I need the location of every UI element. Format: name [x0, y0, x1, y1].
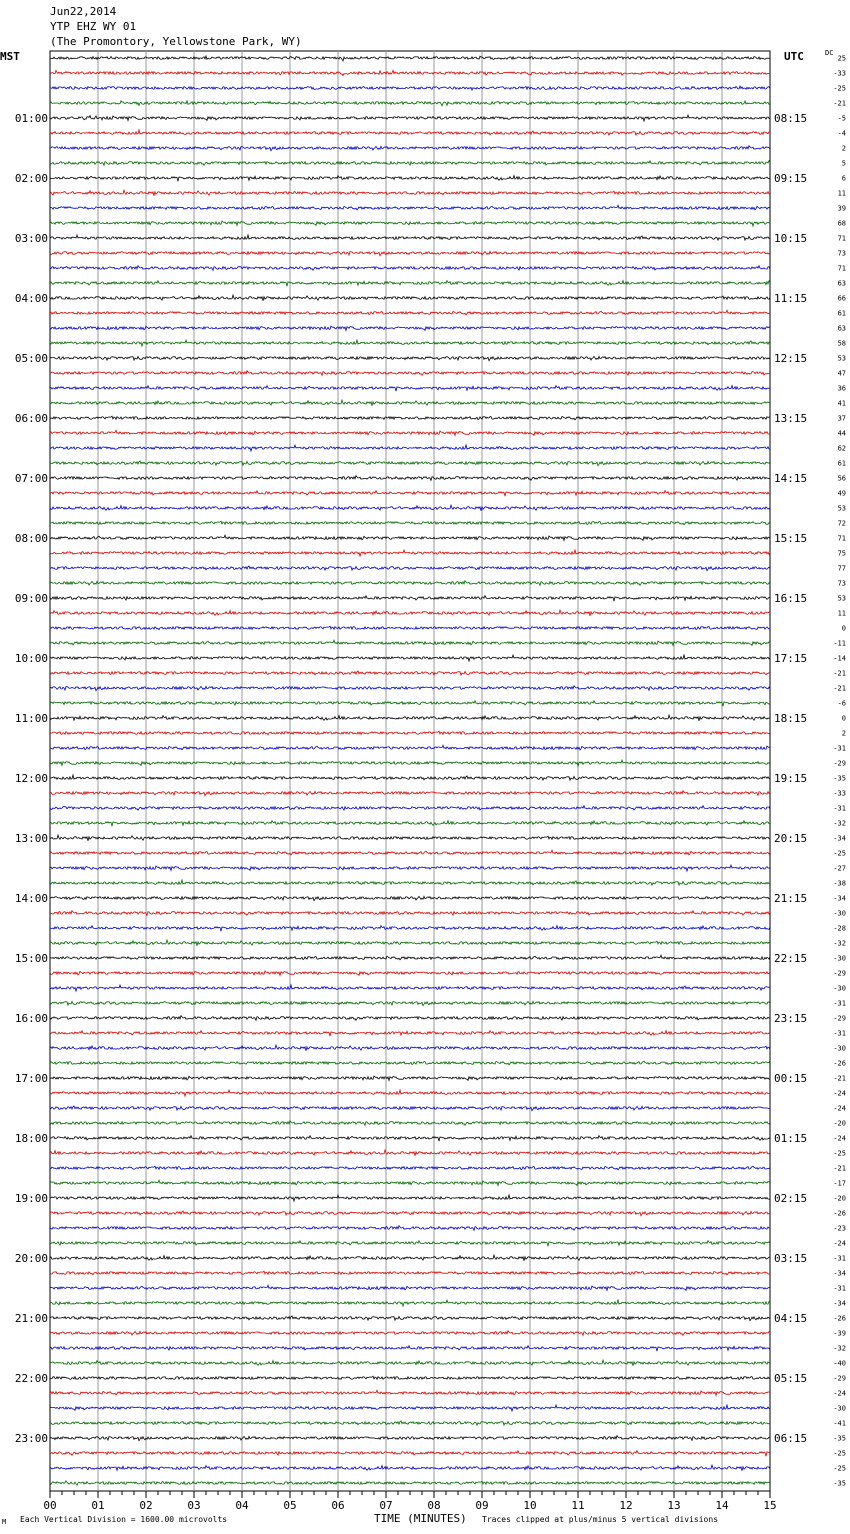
seismic-trace — [50, 1180, 770, 1185]
dc-offset-label: 0 — [841, 624, 846, 633]
seismic-trace — [50, 416, 770, 420]
seismic-trace — [50, 745, 770, 750]
dc-offset-label: 37 — [837, 414, 846, 423]
station-code: YTP EHZ WY 01 — [50, 20, 137, 33]
dc-offset-label: -29 — [833, 1374, 846, 1383]
dc-offset-label: -32 — [833, 1344, 846, 1353]
dc-offset-label: 56 — [837, 474, 846, 483]
dc-offset-label: 53 — [837, 354, 846, 363]
right-hour-label: 18:15 — [774, 712, 808, 725]
x-tick-label: 10 — [523, 1499, 537, 1512]
dc-offset-label: -21 — [833, 1074, 846, 1083]
left-hour-label: 02:00 — [14, 172, 48, 185]
seismic-trace — [50, 1360, 770, 1366]
seismic-trace — [50, 295, 770, 301]
seismic-trace — [50, 985, 770, 991]
left-hour-label: 10:00 — [14, 652, 48, 665]
dc-offset-label: -21 — [833, 99, 846, 108]
seismic-trace — [50, 1211, 770, 1216]
dc-offset-label: 62 — [837, 444, 846, 453]
seismic-trace — [50, 911, 770, 916]
dc-offset-label: 36 — [837, 384, 846, 393]
seismic-trace — [50, 491, 770, 497]
seismic-trace — [50, 356, 770, 360]
dc-offset-label: -24 — [833, 1134, 846, 1143]
dc-offset-label: 72 — [837, 519, 846, 528]
seismic-trace — [50, 1285, 770, 1290]
seismic-trace — [50, 896, 770, 900]
dc-offset-label: -4 — [837, 129, 846, 138]
dc-offset-label: 53 — [837, 504, 846, 513]
x-tick-label: 05 — [283, 1499, 297, 1512]
dc-offset-label: -34 — [833, 894, 846, 903]
dc-offset-label: 11 — [837, 189, 846, 198]
dc-offset-label: -25 — [833, 84, 846, 93]
dc-offset-label: -29 — [833, 759, 846, 768]
dc-offset-label: -39 — [833, 1329, 846, 1338]
dc-offset-label: -11 — [833, 639, 846, 648]
dc-offset-label: -24 — [833, 1389, 846, 1398]
right-hour-label: 22:15 — [774, 952, 808, 965]
dc-offset-label: -35 — [833, 1434, 846, 1443]
left-hour-label: 03:00 — [14, 232, 48, 245]
station-location: (The Promontory, Yellowstone Park, WY) — [50, 35, 302, 48]
dc-offset-label: 44 — [837, 429, 846, 438]
seismic-trace — [50, 221, 770, 226]
dc-offset-label: 73 — [837, 579, 846, 588]
seismic-trace — [50, 1421, 770, 1425]
dc-offset-label: 39 — [837, 204, 846, 213]
x-tick-label: 02 — [139, 1499, 153, 1512]
dc-offset-label: 41 — [837, 399, 846, 408]
x-tick-label: 03 — [187, 1499, 201, 1512]
seismic-trace — [50, 521, 770, 525]
seismic-trace — [50, 1106, 770, 1111]
seismic-trace — [50, 1045, 770, 1051]
seismic-trace — [50, 1316, 770, 1321]
left-hour-label: 11:00 — [14, 712, 48, 725]
right-hour-label: 17:15 — [774, 652, 808, 665]
dc-offset-label: 66 — [837, 294, 846, 303]
seismic-trace — [50, 115, 770, 121]
left-timezone-label: MST — [0, 50, 20, 63]
dc-offset-label: 47 — [837, 369, 846, 378]
dc-offset-label: -25 — [833, 849, 846, 858]
dc-offset-label: 58 — [837, 339, 846, 348]
dc-offset-label: 68 — [837, 219, 846, 228]
seismic-trace — [50, 760, 770, 766]
seismic-trace — [50, 1451, 770, 1457]
plot-date: Jun22,2014 — [50, 5, 117, 18]
left-hour-label: 01:00 — [14, 112, 48, 125]
dc-offset-label: -30 — [833, 984, 846, 993]
right-hour-label: 10:15 — [774, 232, 808, 245]
seismic-trace — [50, 671, 770, 675]
x-tick-label: 09 — [475, 1499, 489, 1512]
left-hour-label: 04:00 — [14, 292, 48, 305]
seismic-trace — [50, 715, 770, 721]
right-hour-label: 00:15 — [774, 1072, 808, 1085]
dc-offset-label: -33 — [833, 789, 846, 798]
seismic-trace — [50, 1060, 770, 1065]
dc-offset-label: -29 — [833, 1014, 846, 1023]
right-hour-label: 20:15 — [774, 832, 808, 845]
dc-offset-label: 71 — [837, 534, 846, 543]
seismic-trace — [50, 1376, 770, 1380]
dc-offset-label: -25 — [833, 1449, 846, 1458]
dc-offset-label: 5 — [841, 159, 846, 168]
seismic-trace — [50, 130, 770, 135]
right-hour-label: 05:15 — [774, 1372, 808, 1385]
dc-offset-label: -26 — [833, 1209, 846, 1218]
x-tick-label: 08 — [427, 1499, 441, 1512]
dc-offset-label: -25 — [833, 1464, 846, 1473]
dc-offset-label: 49 — [837, 489, 846, 498]
x-tick-label: 04 — [235, 1499, 249, 1512]
right-hour-label: 16:15 — [774, 592, 808, 605]
seismic-trace — [50, 955, 770, 960]
left-hour-label: 15:00 — [14, 952, 48, 965]
x-tick-label: 00 — [43, 1499, 57, 1512]
dc-offset-label: -20 — [833, 1194, 846, 1203]
seismic-trace — [50, 430, 770, 435]
seismic-trace — [50, 1150, 770, 1156]
seismic-trace — [50, 266, 770, 271]
dc-offset-label: -21 — [833, 1164, 846, 1173]
left-hour-label: 20:00 — [14, 1252, 48, 1265]
seismic-trace — [50, 731, 770, 735]
seismic-trace — [50, 1346, 770, 1352]
dc-offset-label: -35 — [833, 1479, 846, 1488]
dc-offset-label: -20 — [833, 1119, 846, 1128]
dc-offset-label: -14 — [833, 654, 846, 663]
right-timezone-label: UTC — [784, 50, 804, 63]
dc-offset-label: -17 — [833, 1179, 846, 1188]
dc-offset-label: 73 — [837, 249, 846, 258]
left-hour-label: 06:00 — [14, 412, 48, 425]
dc-offset-label: -33 — [833, 69, 846, 78]
left-hour-label: 22:00 — [14, 1372, 48, 1385]
seismic-trace — [50, 1255, 770, 1261]
seismic-trace — [50, 926, 770, 932]
right-hour-label: 21:15 — [774, 892, 808, 905]
x-tick-label: 15 — [763, 1499, 777, 1512]
right-hour-label: 09:15 — [774, 172, 808, 185]
seismic-trace — [50, 806, 770, 811]
seismic-trace — [50, 101, 770, 106]
seismic-trace — [50, 176, 770, 182]
dc-offset-label: 6 — [841, 174, 846, 183]
dc-offset-label: -31 — [833, 999, 846, 1008]
dc-offset-label: -34 — [833, 1299, 846, 1308]
seismic-trace — [50, 835, 770, 841]
seismic-trace — [50, 581, 770, 586]
left-hour-label: 23:00 — [14, 1432, 48, 1445]
dc-offset-label: -31 — [833, 744, 846, 753]
seismic-trace — [50, 161, 770, 166]
right-hour-label: 02:15 — [774, 1192, 808, 1205]
seismic-trace — [50, 281, 770, 287]
right-hour-label: 19:15 — [774, 772, 808, 785]
left-hour-label: 21:00 — [14, 1312, 48, 1325]
seismic-trace — [50, 505, 770, 511]
dc-offset-label: -30 — [833, 1044, 846, 1053]
dc-offset-label: -26 — [833, 1059, 846, 1068]
dc-offset-label: -24 — [833, 1239, 846, 1248]
left-hour-label: 18:00 — [14, 1132, 48, 1145]
right-hour-label: 15:15 — [774, 532, 808, 545]
dc-offset-label: 63 — [837, 279, 846, 288]
seismic-trace — [50, 1465, 770, 1471]
left-hour-label: 14:00 — [14, 892, 48, 905]
seismic-trace — [50, 1031, 770, 1037]
seismic-trace — [50, 371, 770, 376]
dc-offset-label: 71 — [837, 264, 846, 273]
seismic-trace — [50, 310, 770, 315]
right-hour-label: 11:15 — [774, 292, 808, 305]
seismic-trace — [50, 686, 770, 691]
dc-offset-label: 0 — [841, 714, 846, 723]
seismic-trace — [50, 205, 770, 210]
seismic-trace — [50, 535, 770, 540]
dc-offset-label: -31 — [833, 804, 846, 813]
seismic-trace — [50, 1271, 770, 1275]
dc-offset-label: -41 — [833, 1419, 846, 1428]
seismic-trace — [50, 235, 770, 240]
x-tick-label: 13 — [667, 1499, 681, 1512]
seismic-trace — [50, 1136, 770, 1142]
x-tick-label: 12 — [619, 1499, 633, 1512]
seismic-trace — [50, 626, 770, 630]
dc-offset-label: 61 — [837, 459, 846, 468]
clip-note: Traces clipped at plus/minus 5 vertical divisions — [482, 1515, 719, 1524]
seismic-trace — [50, 1121, 770, 1126]
right-hour-label: 01:15 — [774, 1132, 808, 1145]
dc-offset-label: -30 — [833, 954, 846, 963]
seismic-trace — [50, 701, 770, 707]
seismic-trace — [50, 971, 770, 975]
dc-offset-label: 2 — [841, 729, 846, 738]
right-hour-label: 23:15 — [774, 1012, 808, 1025]
dc-offset-label: 53 — [837, 594, 846, 603]
dc-offset-label: -34 — [833, 1269, 846, 1278]
dc-offset-label: 77 — [837, 564, 846, 573]
seismic-trace — [50, 1405, 770, 1411]
seismic-trace — [50, 1241, 770, 1247]
dc-offset-label: -31 — [833, 1284, 846, 1293]
corner-mark: M — [2, 1518, 7, 1526]
dc-offset-label: 61 — [837, 309, 846, 318]
seismic-trace — [50, 1300, 770, 1306]
seismic-trace — [50, 775, 770, 780]
seismic-trace — [50, 400, 770, 406]
dc-offset-label: 11 — [837, 609, 846, 618]
seismic-trace — [50, 791, 770, 796]
right-hour-label: 12:15 — [774, 352, 808, 365]
dc-offset-label: -21 — [833, 669, 846, 678]
dc-offset-label: -23 — [833, 1224, 846, 1233]
dc-offset-header: DC — [825, 49, 834, 57]
seismic-trace — [50, 1331, 770, 1336]
dc-offset-label: -25 — [833, 1149, 846, 1158]
right-hour-label: 13:15 — [774, 412, 808, 425]
x-tick-label: 11 — [571, 1499, 585, 1512]
dc-offset-label: -34 — [833, 834, 846, 843]
left-hour-label: 07:00 — [14, 472, 48, 485]
seismic-trace — [50, 146, 770, 151]
seismic-trace — [50, 326, 770, 330]
seismic-trace — [50, 1076, 770, 1080]
left-hour-label: 19:00 — [14, 1192, 48, 1205]
seismic-trace — [50, 1195, 770, 1201]
vertical-scale-note: Each Vertical Division = 1600.00 microvolts — [20, 1515, 228, 1524]
seismic-trace — [50, 461, 770, 466]
dc-offset-label: -27 — [833, 864, 846, 873]
dc-offset-label: -38 — [833, 879, 846, 888]
seismic-trace — [50, 56, 770, 61]
seismic-trace — [50, 70, 770, 75]
dc-offset-label: -24 — [833, 1089, 846, 1098]
seismic-trace — [50, 476, 770, 481]
seismic-trace — [50, 640, 770, 645]
dc-offset-label: -6 — [837, 699, 846, 708]
left-hour-label: 09:00 — [14, 592, 48, 605]
left-hour-label: 08:00 — [14, 532, 48, 545]
dc-offset-label: -30 — [833, 1404, 846, 1413]
seismic-trace — [50, 865, 770, 871]
left-hour-label: 16:00 — [14, 1012, 48, 1025]
dc-offset-label: 63 — [837, 324, 846, 333]
dc-offset-label: -35 — [833, 774, 846, 783]
seismic-trace — [50, 1001, 770, 1005]
dc-offset-label: -30 — [833, 909, 846, 918]
seismic-trace — [50, 86, 770, 90]
dc-offset-label: -32 — [833, 819, 846, 828]
left-hour-label: 13:00 — [14, 832, 48, 845]
dc-offset-label: -24 — [833, 1104, 846, 1113]
dc-offset-label: -40 — [833, 1359, 846, 1368]
dc-offset-label: -29 — [833, 969, 846, 978]
seismic-trace — [50, 1016, 770, 1021]
x-tick-label: 14 — [715, 1499, 729, 1512]
right-hour-label: 08:15 — [774, 112, 808, 125]
seismic-trace — [50, 566, 770, 571]
seismic-trace — [50, 850, 770, 855]
seismic-trace — [50, 190, 770, 196]
seismic-trace — [50, 940, 770, 946]
seismic-trace — [50, 821, 770, 827]
right-hour-label: 03:15 — [774, 1252, 808, 1265]
right-hour-label: 06:15 — [774, 1432, 808, 1445]
dc-offset-label: 2 — [841, 144, 846, 153]
x-tick-label: 06 — [331, 1499, 345, 1512]
seismic-trace — [50, 340, 770, 346]
dc-offset-label: -28 — [833, 924, 846, 933]
right-hour-label: 14:15 — [774, 472, 808, 485]
seismic-trace — [50, 1166, 770, 1170]
seismic-trace — [50, 880, 770, 885]
seismic-trace — [50, 596, 770, 602]
left-hour-label: 12:00 — [14, 772, 48, 785]
seismic-trace — [50, 1090, 770, 1096]
seismic-trace — [50, 251, 770, 255]
dc-offset-label: -21 — [833, 684, 846, 693]
seismic-trace — [50, 386, 770, 392]
seismic-trace — [50, 1390, 770, 1395]
seismic-trace — [50, 655, 770, 661]
x-tick-label: 07 — [379, 1499, 393, 1512]
dc-offset-label: 25 — [837, 54, 846, 63]
dc-offset-label: -31 — [833, 1029, 846, 1038]
seismic-trace — [50, 445, 770, 451]
left-hour-label: 05:00 — [14, 352, 48, 365]
right-hour-label: 04:15 — [774, 1312, 808, 1325]
dc-offset-label: -32 — [833, 939, 846, 948]
seismic-trace — [50, 550, 770, 556]
seismic-trace — [50, 1226, 770, 1231]
dc-offset-label: -31 — [833, 1254, 846, 1263]
dc-offset-label: 71 — [837, 234, 846, 243]
x-tick-label: 01 — [91, 1499, 105, 1512]
dc-offset-label: 75 — [837, 549, 846, 558]
seismic-trace — [50, 610, 770, 616]
left-hour-label: 17:00 — [14, 1072, 48, 1085]
seismic-trace — [50, 1481, 770, 1485]
x-axis-title: TIME (MINUTES) — [374, 1512, 467, 1525]
seismic-trace — [50, 1436, 770, 1441]
dc-offset-label: -5 — [837, 114, 846, 123]
dc-offset-label: -26 — [833, 1314, 846, 1323]
